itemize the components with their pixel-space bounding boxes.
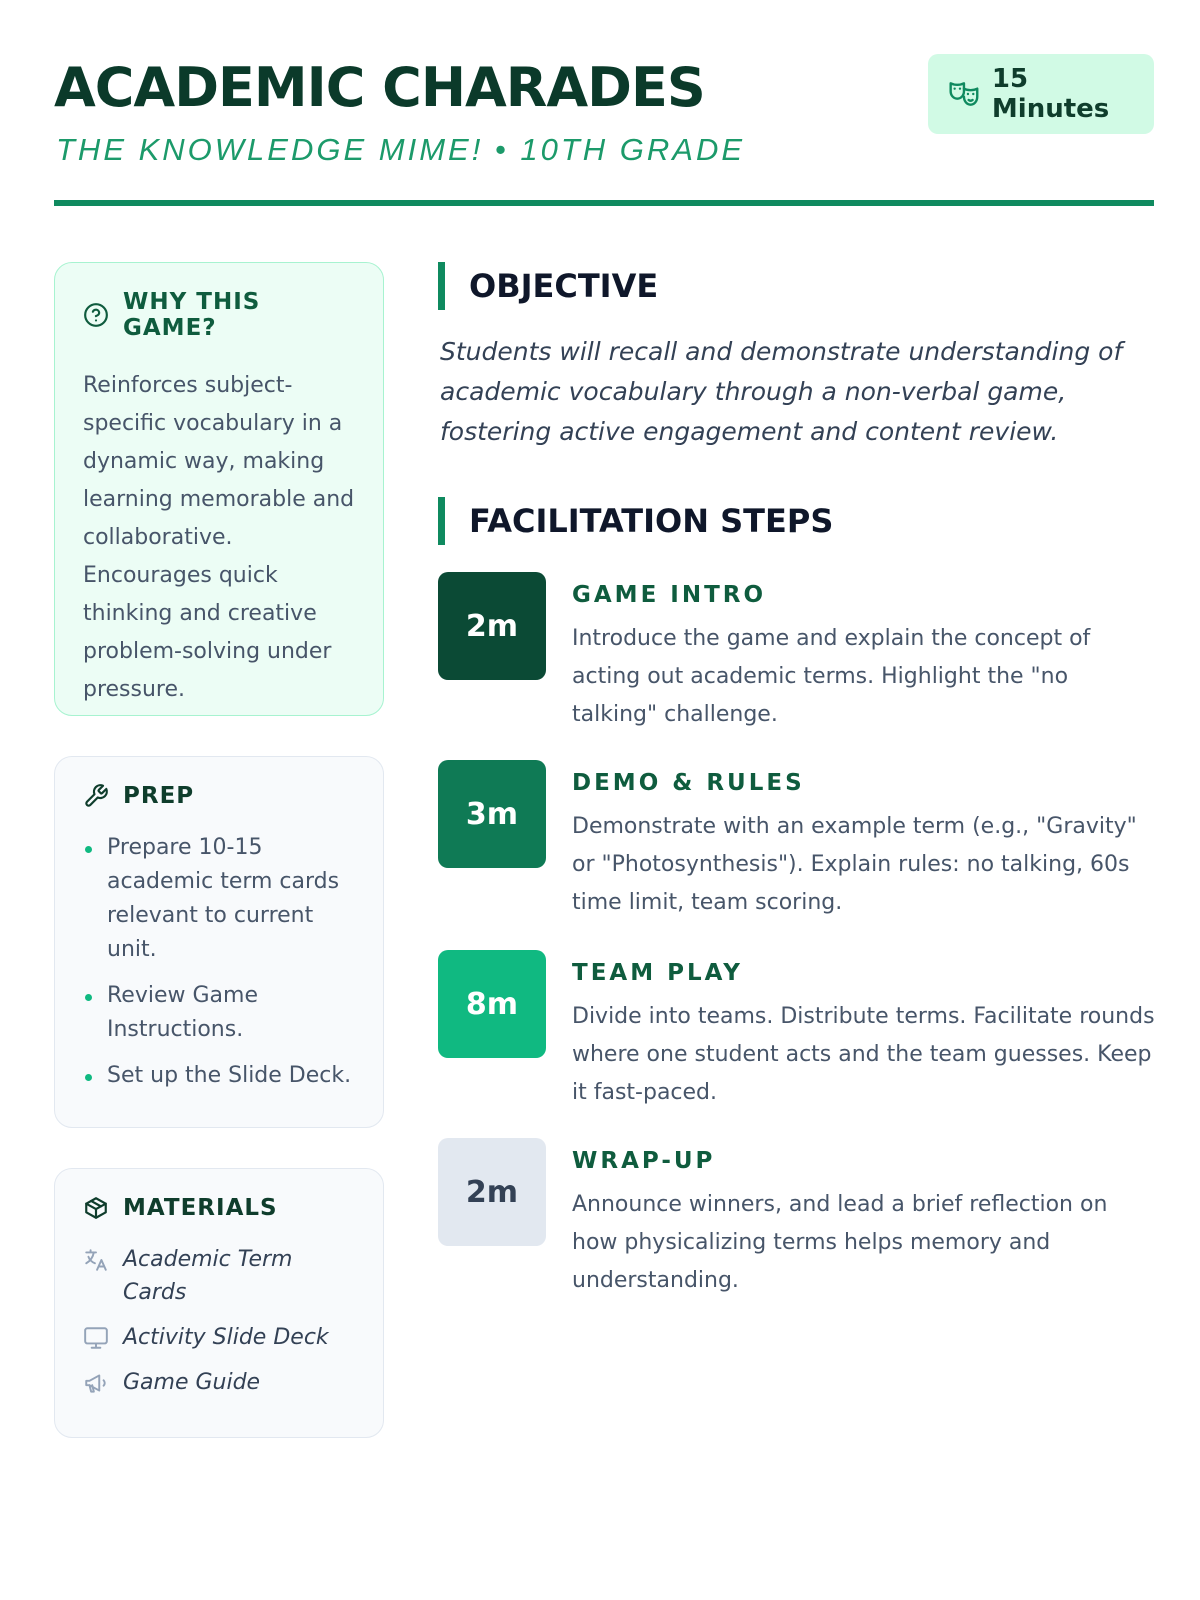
step-duration-badge: 3m [438,760,546,868]
step-title: WRAP-UP [572,1148,716,1174]
why-heading-row [83,289,355,341]
megaphone-icon [83,1370,109,1396]
duration-label: 15 Minutes [991,64,1110,124]
objective-heading: OBJECTIVE [438,262,658,310]
step-title: TEAM PLAY [572,960,743,986]
materials-list [83,1243,355,1399]
prep-heading-row [83,783,355,809]
prep-item: Review Game Instructions. [83,979,355,1047]
prep-heading: PREP [123,783,195,809]
steps-heading: FACILITATION STEPS [438,497,833,545]
prep-item: Prepare 10-15 academic term cards relevant to current unit. [83,831,355,967]
help-circle-icon [83,302,109,328]
prep-item: Set up the Slide Deck. [83,1059,355,1093]
why-card [54,262,384,716]
theater-masks-icon [948,78,980,110]
wrench-icon [83,783,109,809]
materials-heading-row [83,1195,355,1221]
prep-list [83,831,355,1093]
step-description: Divide into teams. Distribute terms. Facilitate rounds where one student acts and the team guesses. Keep it fast-paced. [572,1004,1155,1105]
prep-card [54,756,384,1128]
material-label: Academic Term Cards [123,1247,293,1305]
step-description: Introduce the game and explain the concept of acting out academic terms. Highlight the "no talking" challenge. [572,626,1091,727]
step-duration-badge: 8m [438,950,546,1058]
why-text: Reinforces subject-specific vocabulary in a dynamic way, making learning memorable and collaborative. Encourages quick thinking and creative problem-solving under pressure. [83,373,355,702]
package-icon [83,1195,109,1221]
material-item [83,1321,355,1354]
step-title: DEMO & RULES [572,770,805,796]
materials-card [54,1168,384,1438]
duration-badge [928,54,1154,134]
objective-text: Students will recall and demonstrate understanding of academic vocabulary through a non-verbal game, fostering active engagement and content review. [440,337,1123,446]
page-title: ACADEMIC CHARADES [54,56,705,119]
header-divider [54,200,1154,206]
step-description: Announce winners, and lead a brief reflection on how physicalizing terms helps memory and understanding. [572,1192,1108,1293]
page-subtitle: THE KNOWLEDGE MIME! • 10TH GRADE [56,132,746,167]
language-icon [83,1247,109,1273]
material-label: Game Guide [123,1370,261,1395]
step-title: GAME INTRO [572,582,767,608]
material-item [83,1243,355,1309]
lesson-page [54,0,1154,1600]
material-item [83,1366,355,1399]
monitor-icon [83,1325,109,1351]
material-label: Activity Slide Deck [123,1325,329,1350]
why-heading: WHY THIS GAME? [123,289,261,341]
step-description: Demonstrate with an example term (e.g., "Gravity" or "Photosynthesis"). Explain rules: no talking, 60s time limit, team scoring. [572,814,1137,915]
step-duration-badge: 2m [438,572,546,680]
materials-heading: MATERIALS [123,1195,278,1221]
step-duration-badge: 2m [438,1138,546,1246]
